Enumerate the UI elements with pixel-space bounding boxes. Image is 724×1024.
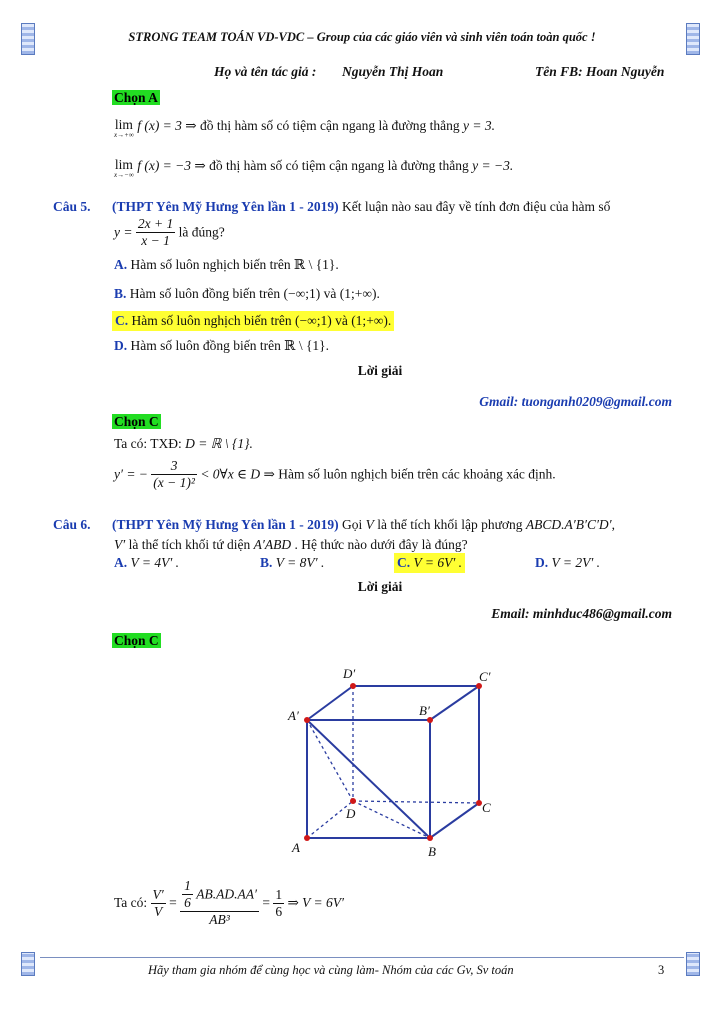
q5-stem: (THPT Yên Mỹ Hưng Yên lần 1 - 2019) Kết luận nào sau đây về tính đơn điệu của hàm số: [112, 199, 611, 214]
q5-choose-badge: Chọn C: [114, 414, 159, 429]
vertex-label-d: D: [346, 806, 356, 821]
cube-diagram: [280, 660, 510, 865]
author-name: Nguyễn Thị Hoan: [342, 64, 444, 79]
q5-label: Câu 5.: [53, 199, 91, 214]
q6-label: Câu 6.: [53, 517, 91, 532]
q6-option-a[interactable]: A. V = 4V′ .: [114, 555, 180, 570]
q5-email: Gmail: tuonganh0209@gmail.com: [479, 394, 672, 409]
vertex-label-d1: D′: [343, 666, 356, 681]
q5-option-a[interactable]: A. Hàm số luôn nghịch biến trên ℝ \ {1}.: [114, 257, 339, 272]
q6-email: Email: minhduc486@gmail.com: [491, 606, 672, 621]
q5-option-c[interactable]: C. Hàm số luôn nghịch biến trên (−∞;1) và (1;+∞).: [112, 311, 394, 331]
vertex-label-c1: C′: [479, 669, 491, 684]
q6-solution-title: Lời giải: [357, 579, 403, 594]
q5-derivative-line: y′ = − $\frac{3}{\text{(x − 1)²}}$ < 0∀x ∈ D ⇒ Hàm số luôn nghịch biến trên các khoảng xác định.: [114, 458, 556, 490]
vertex-label-c: C: [482, 800, 491, 815]
q6-option-d[interactable]: D. V = 2V′ .: [535, 555, 601, 570]
footer-text: Hãy tham gia nhóm để cùng học và cùng làm- Nhóm của các Gv, Sv toán: [148, 963, 514, 977]
q6-option-b[interactable]: B. V = 8V′ .: [260, 555, 325, 570]
vertex-label-b: B: [428, 844, 436, 859]
vertex-label-b1: B′: [419, 703, 430, 718]
q6-stem-line2: V′ là thể tích khối tứ diện A′ABD . Hệ thức nào dưới đây là đúng?: [114, 537, 468, 552]
q6-option-c[interactable]: C. V = 6V′ .: [394, 553, 465, 573]
limit-line-1: lim x→+∞ f (x) = 3 ⇒ đồ thị hàm số có tiệm cận ngang là đường thẳng y = 3.: [114, 117, 495, 139]
footer-divider: [40, 957, 684, 958]
q5-function: y = $\frac{2x + 1}{x - 1}$ là đúng?: [114, 216, 225, 248]
vertex-label-a: A: [292, 840, 300, 855]
q6-choose-badge: Chọn C: [114, 633, 159, 648]
author-label: Họ và tên tác giả :: [214, 64, 317, 79]
page-number: 3: [658, 963, 665, 977]
q5-domain-line: Ta có: TXĐ: D = ℝ \ {1}.: [114, 436, 253, 451]
fb-name: Tên FB: Hoan Nguyễn: [535, 64, 665, 79]
corner-decoration-icon: [686, 952, 700, 976]
q5-solution-title: Lời giải: [357, 363, 403, 378]
header-title: STRONG TEAM TOÁN VD-VDC – Group của các giáo viên và sinh viên toán toàn quốc !: [128, 30, 596, 44]
limit-line-2: lim x→−∞ f (x) = −3 ⇒ đồ thị hàm số có tiệm cận ngang là đường thẳng y = −3.: [114, 157, 514, 179]
q5-option-b[interactable]: B. Hàm số luôn đồng biến trên (−∞;1) và (1;+∞).: [114, 286, 380, 301]
prev-choose-badge: Chọn A: [114, 90, 158, 105]
corner-decoration-icon: [21, 952, 35, 976]
q6-final-formula: Ta có: $\frac{V'}{V}$ = $\frac{1}{6}$ AB.AD.AA′ AB³ = $\frac{1}{6}$ ⇒ V = 6V′: [114, 878, 344, 927]
vertex-label-a1: A′: [288, 708, 299, 723]
q5-option-d[interactable]: D. Hàm số luôn đồng biến trên ℝ \ {1}.: [114, 338, 330, 353]
q6-stem: (THPT Yên Mỹ Hưng Yên lần 1 - 2019) Gọi V là thể tích khối lập phương ABCD.A′B′C′D′,: [112, 517, 615, 532]
